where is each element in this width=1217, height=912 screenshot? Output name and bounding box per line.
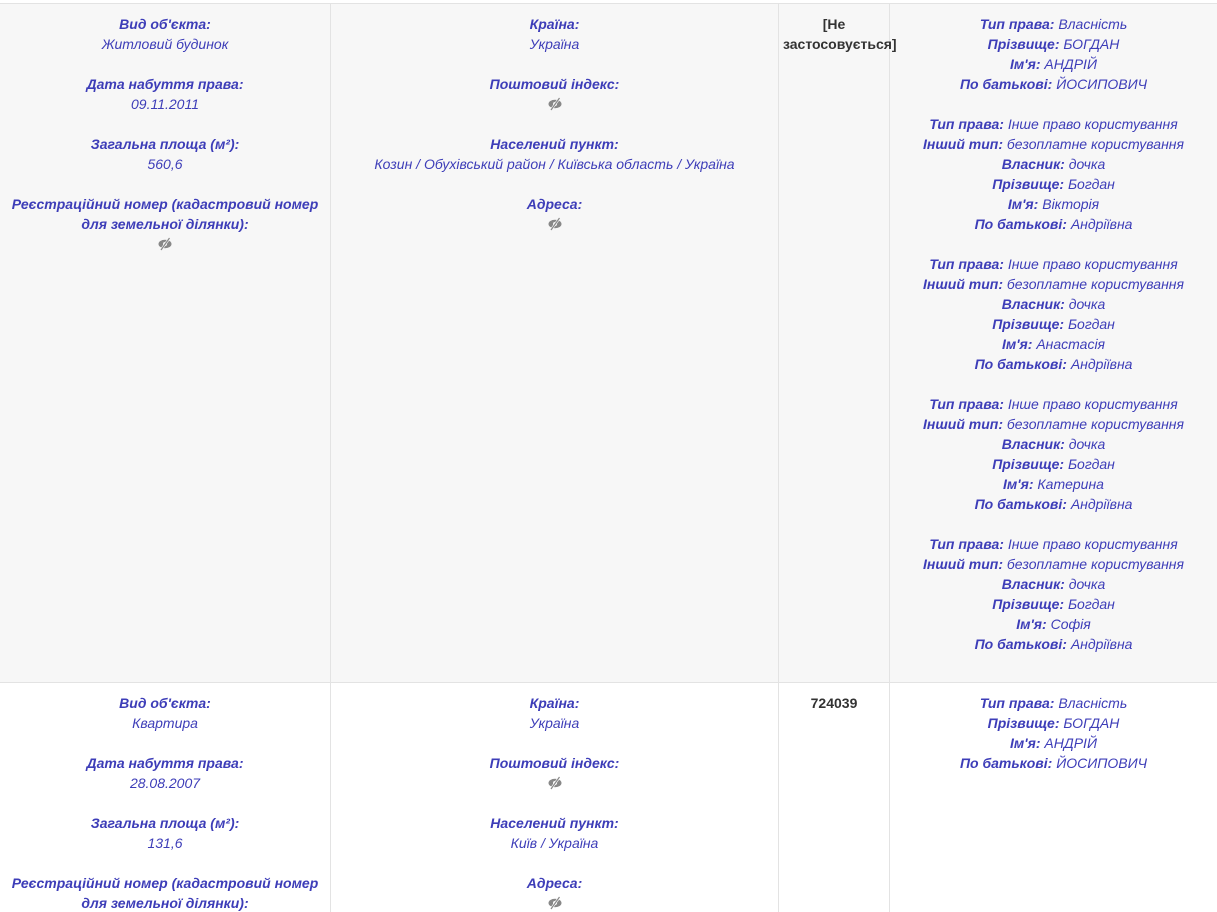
patronymic-value: ЙОСИПОВИЧ	[1056, 755, 1148, 771]
surname-label: Прізвище:	[992, 596, 1065, 612]
locality-value: Київ / Україна	[510, 835, 599, 851]
right-type-label: Тип права:	[929, 536, 1004, 552]
name-label: Ім'я:	[1007, 196, 1039, 212]
postal-code-hidden	[331, 94, 778, 114]
owner-value: дочка	[1068, 296, 1106, 312]
surname-label: Прізвище:	[992, 176, 1065, 192]
patronymic-label: По батькові:	[974, 636, 1067, 652]
right-holder	[890, 14, 1217, 94]
right-type-label: Тип права:	[929, 256, 1004, 272]
surname-label: Прізвище:	[992, 316, 1065, 332]
postal-code-label: Поштовий індекс:	[489, 76, 620, 92]
total-area-label: Загальна площа (м²):	[90, 136, 240, 152]
eye-slash-icon	[547, 217, 563, 231]
country-label: Країна:	[529, 16, 580, 32]
address-hidden	[331, 214, 778, 234]
right-type-label: Тип права:	[979, 695, 1055, 711]
owner-value: дочка	[1068, 156, 1106, 172]
object-info-cell	[0, 683, 331, 912]
locality-label: Населений пункт:	[490, 815, 619, 831]
postal-code-label: Поштовий індекс:	[489, 755, 620, 771]
patronymic-label: По батькові:	[959, 755, 1053, 771]
surname-value: Богдан	[1067, 176, 1115, 192]
address-cell	[331, 683, 779, 912]
registration-number-label: Реєстраційний номер (кадастровий номер для земельної ділянки):	[11, 196, 319, 232]
address-hidden	[331, 893, 778, 912]
owner-label: Власник:	[1001, 576, 1065, 592]
address-cell	[331, 4, 779, 683]
other-type-value: безоплатне користування	[1006, 416, 1184, 432]
registration-number-hidden	[0, 234, 330, 254]
right-holder	[890, 394, 1217, 514]
right-type-value: Власність	[1058, 695, 1128, 711]
surname-value: БОГДАН	[1063, 715, 1120, 731]
address-label: Адреса:	[526, 875, 583, 891]
object-info-cell	[0, 4, 331, 683]
owner-value: дочка	[1068, 576, 1106, 592]
name-value: Вікторія	[1042, 196, 1100, 212]
right-type-label: Тип права:	[929, 116, 1004, 132]
postal-code-hidden	[331, 773, 778, 793]
registration-number-value: [Не застосовується]	[783, 16, 897, 52]
acquisition-date-label: Дата набуття права:	[86, 755, 244, 771]
name-value: АНДРІЙ	[1044, 735, 1097, 751]
other-type-value: безоплатне користування	[1006, 556, 1184, 572]
object-type-value: Житловий будинок	[101, 36, 229, 52]
right-type-label: Тип права:	[979, 16, 1055, 32]
other-type-value: безоплатне користування	[1006, 136, 1184, 152]
eye-slash-icon	[547, 776, 563, 790]
right-holders-cell	[890, 683, 1217, 912]
name-label: Ім'я:	[1016, 616, 1047, 632]
locality-value: Козин / Обухівський район / Київська область / Україна	[374, 156, 735, 172]
right-type-value: Інше право користування	[1007, 116, 1178, 132]
right-type-value: Власність	[1058, 16, 1128, 32]
acquisition-date-label: Дата набуття права:	[86, 76, 244, 92]
right-type-label: Тип права:	[929, 396, 1004, 412]
other-type-label: Інший тип:	[923, 276, 1004, 292]
registration-number-label: Реєстраційний номер (кадастровий номер для земельної ділянки):	[11, 875, 319, 911]
patronymic-label: По батькові:	[974, 216, 1067, 232]
table-row	[0, 682, 1217, 912]
owner-value: дочка	[1068, 436, 1106, 452]
object-type-label: Вид об'єкта:	[119, 16, 211, 32]
other-type-label: Інший тип:	[923, 136, 1004, 152]
patronymic-value: Андріївна	[1070, 496, 1133, 512]
address-label: Адреса:	[526, 196, 583, 212]
table-row	[0, 3, 1217, 683]
right-type-value: Інше право користування	[1007, 396, 1178, 412]
surname-value: Богдан	[1067, 456, 1115, 472]
owner-label: Власник:	[1001, 436, 1065, 452]
other-type-label: Інший тип:	[923, 556, 1004, 572]
eye-slash-icon	[547, 896, 563, 910]
right-type-value: Інше право користування	[1007, 256, 1178, 272]
eye-slash-icon	[547, 97, 563, 111]
name-label: Ім'я:	[1010, 735, 1041, 751]
total-area-value: 131,6	[147, 835, 183, 851]
registration-number-value: 724039	[810, 695, 858, 711]
right-holders-cell	[890, 4, 1217, 683]
surname-label: Прізвище:	[987, 36, 1060, 52]
right-holder	[890, 114, 1217, 234]
number-cell	[779, 4, 897, 683]
surname-value: Богдан	[1067, 596, 1115, 612]
object-type-label: Вид об'єкта:	[119, 695, 211, 711]
surname-value: Богдан	[1067, 316, 1115, 332]
patronymic-label: По батькові:	[974, 496, 1067, 512]
other-type-value: безоплатне користування	[1006, 276, 1184, 292]
country-value: Україна	[529, 715, 580, 731]
patronymic-label: По батькові:	[974, 356, 1067, 372]
name-value: Катерина	[1037, 476, 1104, 492]
acquisition-date-value: 28.08.2007	[129, 775, 201, 791]
object-type-value: Квартира	[132, 715, 198, 731]
patronymic-value: ЙОСИПОВИЧ	[1056, 76, 1148, 92]
right-type-value: Інше право користування	[1007, 536, 1178, 552]
locality-label: Населений пункт:	[490, 136, 619, 152]
name-value: Софія	[1050, 616, 1091, 632]
patronymic-value: Андріївна	[1070, 636, 1133, 652]
eye-slash-icon	[157, 237, 173, 251]
name-value: АНДРІЙ	[1044, 56, 1097, 72]
right-holder	[890, 534, 1217, 654]
patronymic-value: Андріївна	[1070, 216, 1133, 232]
surname-label: Прізвище:	[987, 715, 1060, 731]
total-area-label: Загальна площа (м²):	[90, 815, 240, 831]
name-label: Ім'я:	[1001, 336, 1033, 352]
country-value: Україна	[529, 36, 580, 52]
patronymic-value: Андріївна	[1070, 356, 1133, 372]
name-label: Ім'я:	[1010, 56, 1041, 72]
acquisition-date-value: 09.11.2011	[131, 96, 199, 112]
name-value: Анастасія	[1036, 336, 1106, 352]
patronymic-label: По батькові:	[959, 76, 1053, 92]
country-label: Країна:	[529, 695, 580, 711]
surname-label: Прізвище:	[992, 456, 1065, 472]
other-type-label: Інший тип:	[923, 416, 1004, 432]
number-cell	[779, 683, 890, 912]
total-area-value: 560,6	[147, 156, 183, 172]
right-holder	[890, 254, 1217, 374]
surname-value: БОГДАН	[1063, 36, 1120, 52]
right-holder	[890, 693, 1217, 773]
owner-label: Власник:	[1001, 296, 1065, 312]
name-label: Ім'я:	[1003, 476, 1034, 492]
owner-label: Власник:	[1001, 156, 1065, 172]
